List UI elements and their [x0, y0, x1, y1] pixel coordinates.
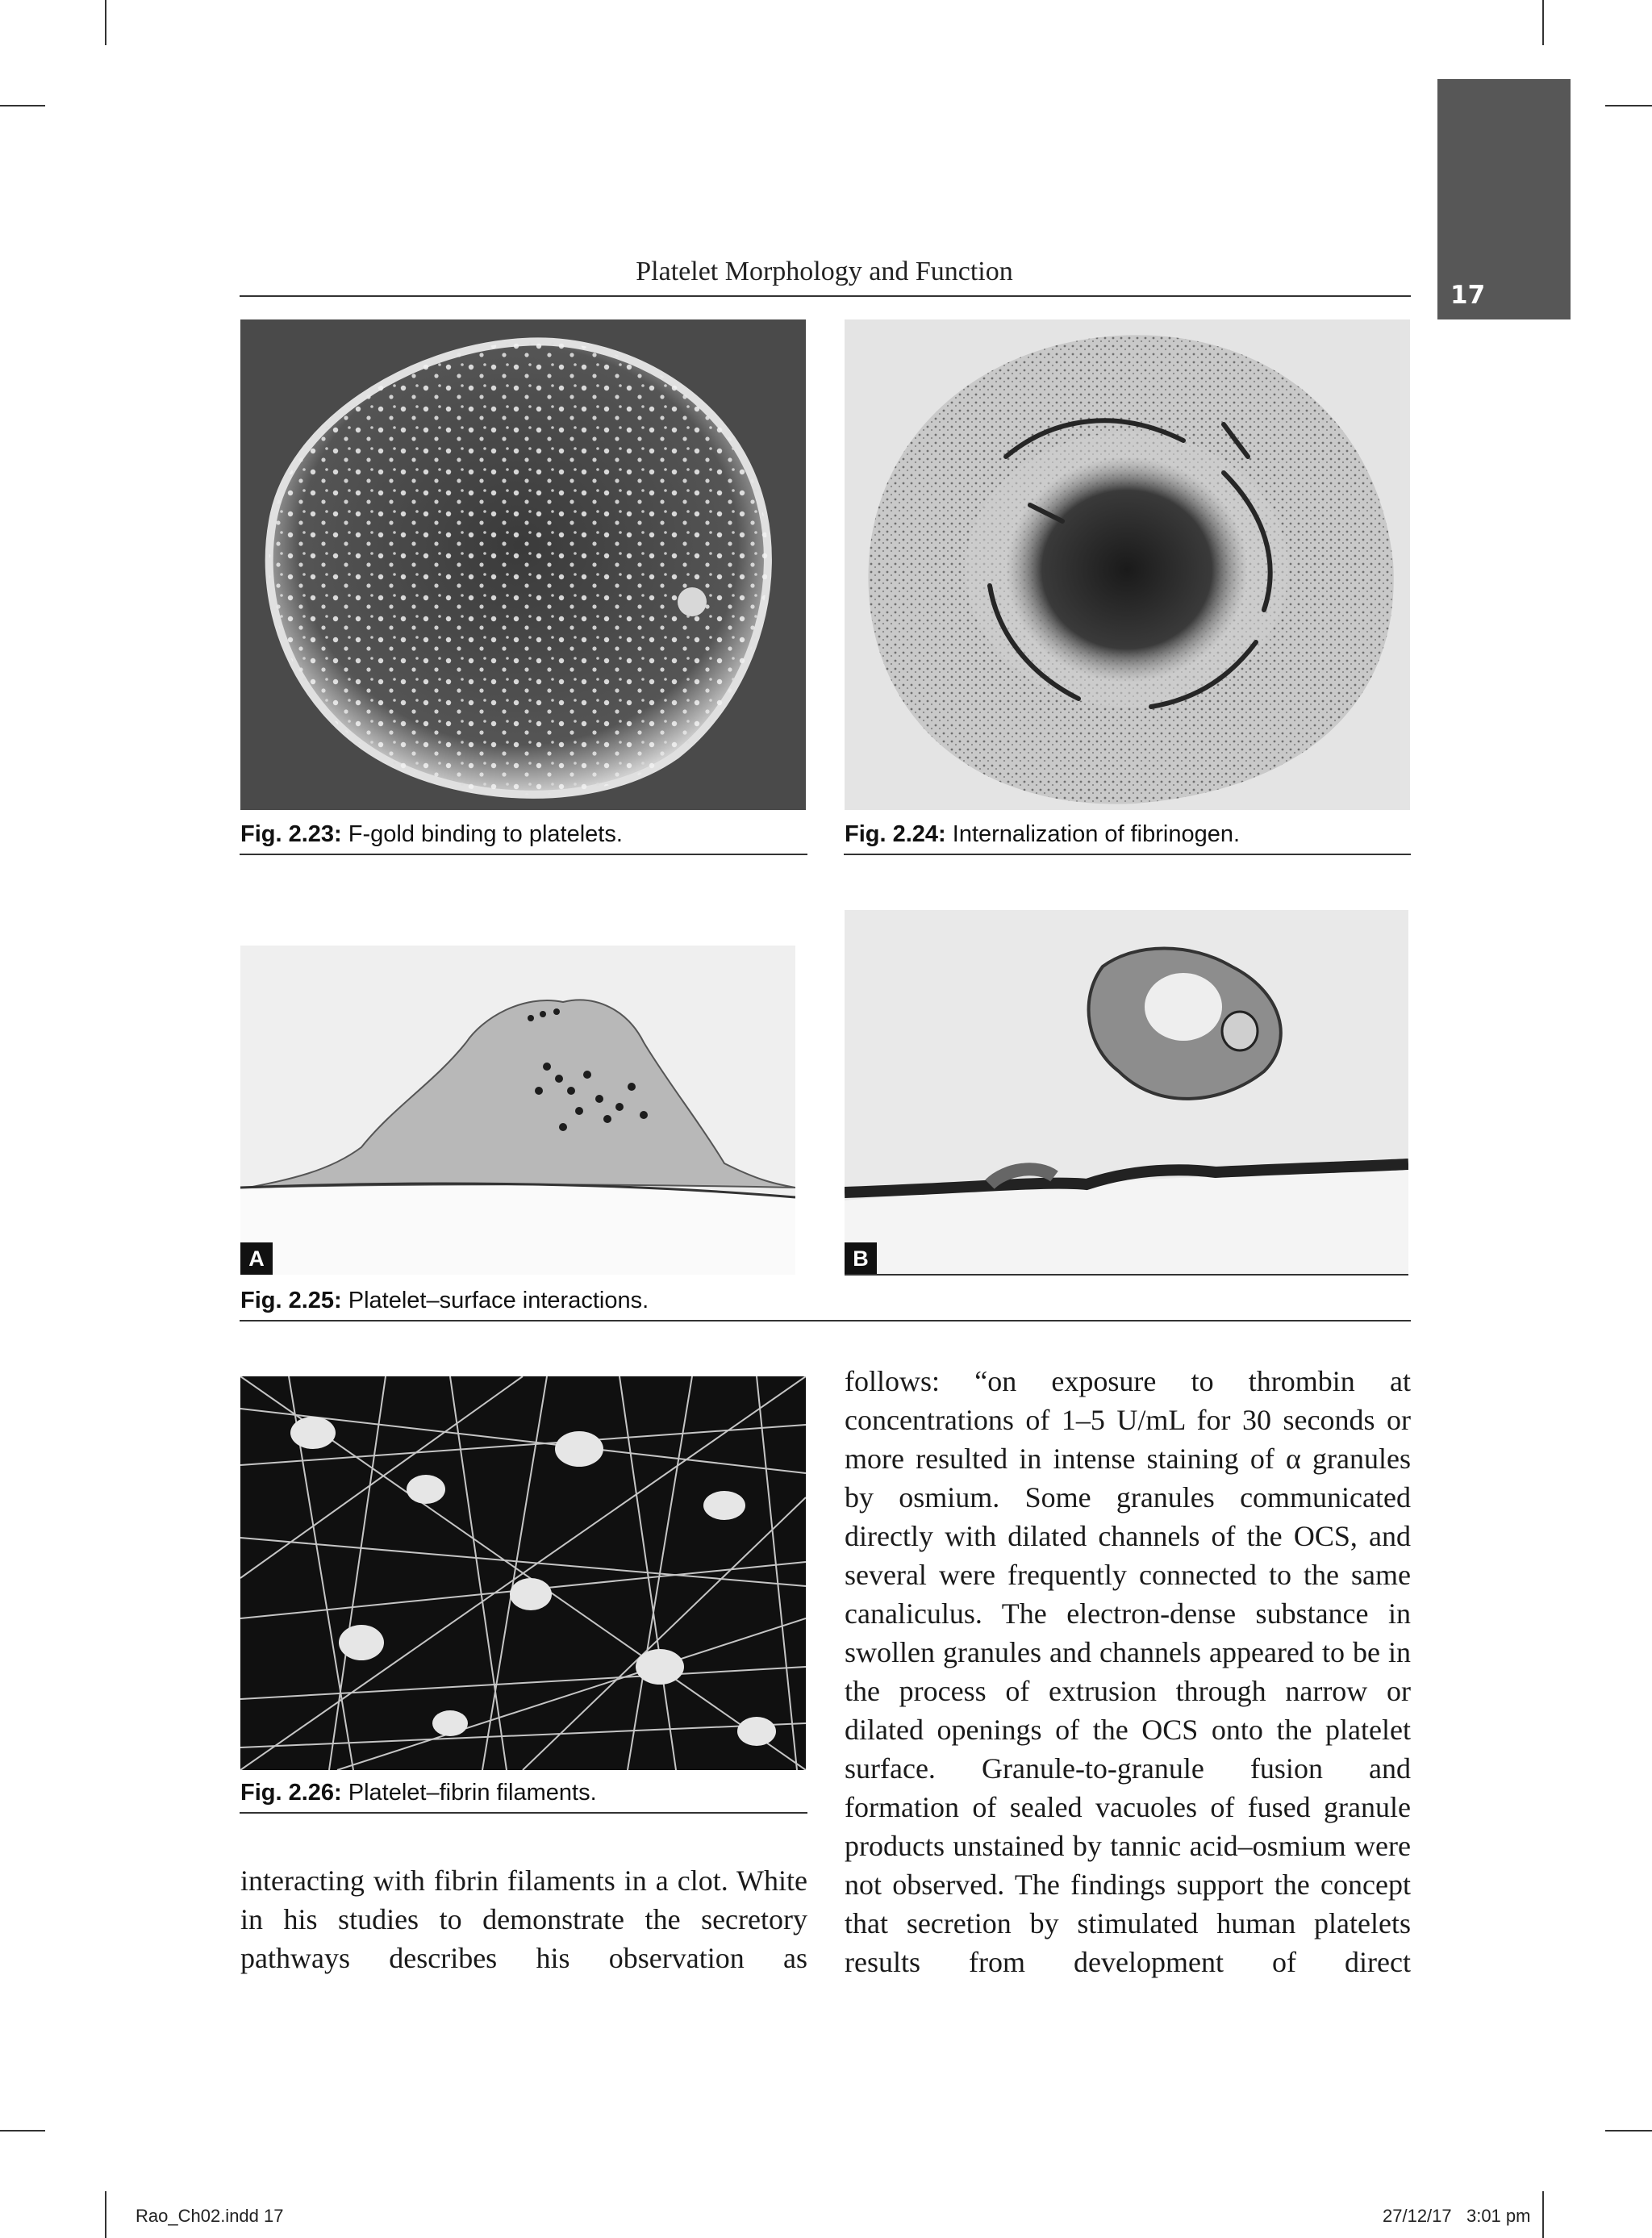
fig-2-23-caption [240, 821, 623, 848]
page-number: 17 [1450, 281, 1486, 310]
fig-2-25-caption [240, 1288, 649, 1314]
crop-mark [1542, 0, 1544, 45]
fig-2-25b-image [845, 910, 1408, 1275]
crop-mark [0, 2130, 45, 2132]
fig-2-23-label: Fig. 2.23: [240, 821, 342, 847]
crop-mark [105, 0, 106, 45]
fig-2-24-caption [845, 821, 1240, 848]
fig-2-26-rule [240, 1812, 807, 1814]
fig-2-25-panel-rule [845, 1274, 1408, 1276]
fig-2-25a-image [240, 946, 795, 1275]
footer-file: Rao_Ch02.indd 17 [136, 2206, 284, 2226]
running-head: Platelet Morphology and Function [636, 257, 1013, 286]
crop-mark [0, 105, 45, 106]
crop-mark [1605, 105, 1652, 106]
fig-2-26-caption [240, 1780, 597, 1806]
fig-2-23-rule [240, 854, 807, 855]
panel-a-badge: A [240, 1242, 273, 1275]
fig-2-26-image [240, 1376, 806, 1770]
panel-b-badge: B [845, 1242, 877, 1275]
header-rule [240, 295, 1411, 297]
fig-2-24-label: Fig. 2.24: [845, 821, 946, 847]
fig-2-23-image [240, 319, 806, 810]
crop-mark [105, 2191, 106, 2238]
fig-2-26-text: Platelet–fibrin filaments. [348, 1780, 597, 1806]
fig-2-26-label: Fig. 2.26: [240, 1780, 342, 1806]
fig-2-25-label: Fig. 2.25: [240, 1288, 342, 1313]
footer-datetime: 27/12/17 3:01 pm [1383, 2206, 1531, 2226]
fig-2-24-rule [844, 854, 1411, 855]
fig-2-25-rule [240, 1320, 1411, 1322]
fig-2-25-text: Platelet–surface interactions. [348, 1288, 649, 1313]
crop-mark [1542, 2191, 1544, 2238]
crop-mark [1605, 2130, 1652, 2132]
right-column-text: follows: “on exposure to thrombin at concentrations of 1–5 U/mL for 30 seconds or more resulted in intense staining of α granules by osmium. Some granules communicated directly with dilated channels of the OCS, and several were frequently connected to the same canaliculus. The electron-dense substance in swollen granules and channels appeared to be in the process of extrusion through narrow or dilated openings of the OCS onto the platelet surface. Granule-to-granule fusion and formation of sealed vacuoles of fused granule products unstained by tannic acid–osmium were not observed. The findings support the concept that secretion by stimulated human platelets results from development of direct [845, 1365, 1411, 1978]
fig-2-24-image [845, 319, 1410, 810]
fig-2-23-text: F-gold binding to platelets. [348, 821, 623, 847]
left-column-text: interacting with fibrin filaments in a clot. White in his studies to demonstrate the secretory pathways describes his observation as [240, 1864, 807, 1974]
fig-2-24-text: Internalization of fibrinogen. [952, 821, 1241, 847]
